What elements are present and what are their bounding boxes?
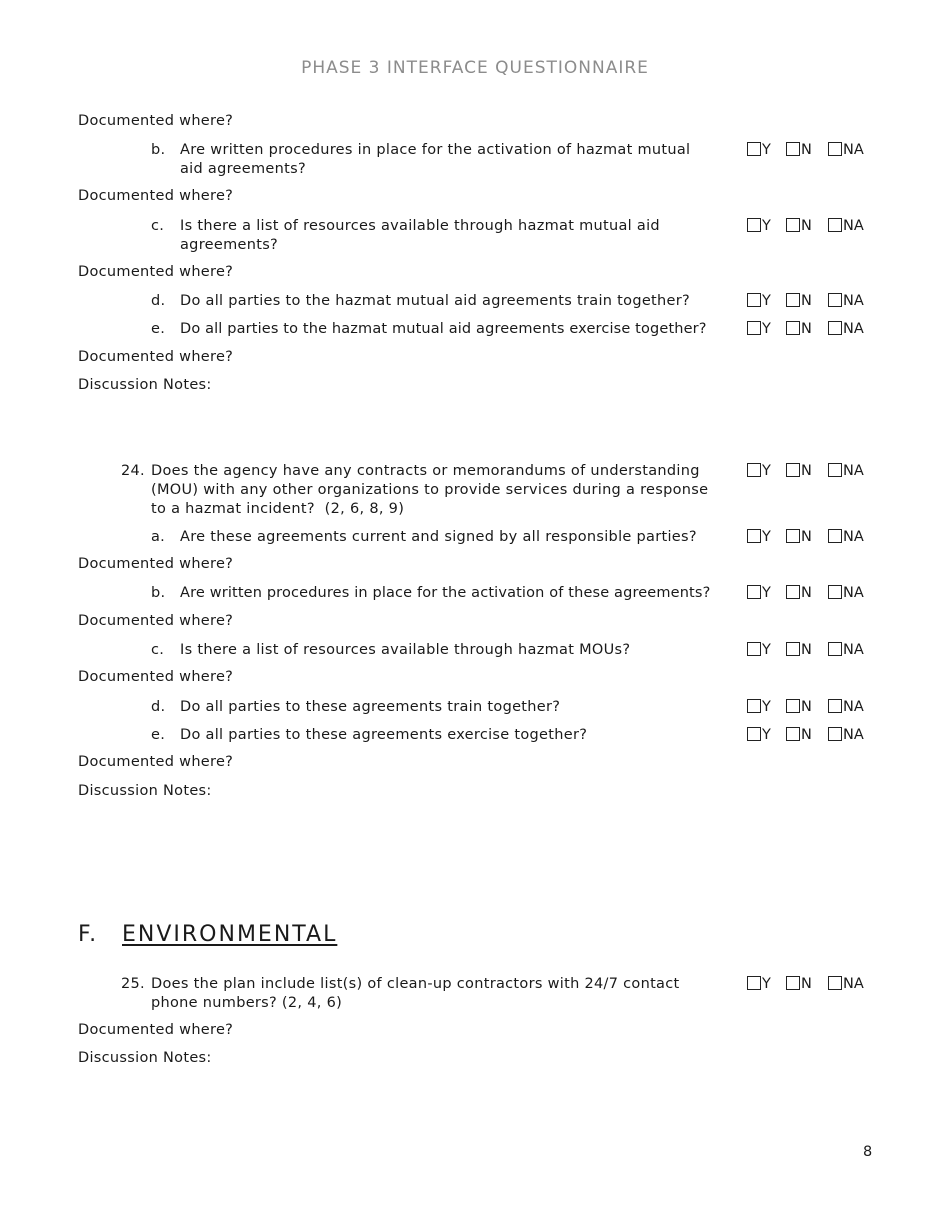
option-no[interactable]: N [786,292,812,310]
option-yes[interactable]: Y [747,584,771,602]
question-letter: c. [151,218,165,234]
option-no[interactable]: N [786,641,812,659]
documented-where-label: Documented where? [78,264,234,280]
option-yes[interactable]: Y [747,726,771,744]
question-text-line: aid agreements? [180,161,306,177]
question-25 [121,975,746,1015]
checkbox[interactable] [786,699,800,713]
question-23d [151,292,746,312]
question-23b [151,141,741,181]
option-na[interactable]: NA [828,698,864,716]
question-letter: e. [151,727,166,743]
question-number: 25. [121,976,145,992]
question-24a [151,528,746,548]
option-na[interactable]: NA [828,726,864,744]
documented-where-label: Documented where? [78,1022,234,1038]
checkbox[interactable] [828,463,842,477]
checkbox[interactable] [786,727,800,741]
option-na[interactable]: NA [828,528,864,546]
checkbox[interactable] [786,218,800,232]
checkbox[interactable] [747,727,761,741]
question-23e [151,320,746,340]
option-na[interactable]: NA [828,141,864,159]
option-no[interactable]: N [786,141,812,159]
question-text-line: Does the plan include list(s) of clean-up contractors with 24/7 contact [151,976,680,992]
documented-where-label: Documented where? [78,613,234,629]
checkbox[interactable] [786,976,800,990]
question-24c [151,641,746,661]
question-text-line: phone numbers? (2, 4, 6) [151,995,343,1011]
option-na[interactable]: NA [828,320,864,338]
question-text: Do all parties to the hazmat mutual aid agreements exercise together? [180,321,707,337]
checkbox[interactable] [786,529,800,543]
checkbox[interactable] [747,218,761,232]
page-header-title: PHASE 3 INTERFACE QUESTIONNAIRE [301,58,649,78]
checkbox[interactable] [828,218,842,232]
option-no[interactable]: N [786,975,812,993]
option-na[interactable]: NA [828,217,864,235]
checkbox[interactable] [747,976,761,990]
question-text-line: Does the agency have any contracts or memorandums of understanding [151,463,700,479]
option-no[interactable]: N [786,217,812,235]
checkbox[interactable] [747,699,761,713]
checkbox[interactable] [747,585,761,599]
option-no[interactable]: N [786,528,812,546]
documented-where-label: Documented where? [78,754,234,770]
option-no[interactable]: N [786,584,812,602]
question-text-line: to a hazmat incident? (2, 6, 8, 9) [151,501,405,517]
checkbox[interactable] [747,293,761,307]
question-text: Are these agreements current and signed by all responsible parties? [180,529,697,545]
checkbox[interactable] [747,321,761,335]
question-letter: b. [151,142,166,158]
option-na[interactable]: NA [828,975,864,993]
question-text: Are written procedures in place for the activation of these agreements? [180,585,711,601]
option-yes[interactable]: Y [747,320,771,338]
checkbox[interactable] [828,142,842,156]
question-text-line: Are written procedures in place for the activation of hazmat mutual [180,142,691,158]
question-text: Do all parties to these agreements exercise together? [180,727,588,743]
option-no[interactable]: N [786,320,812,338]
checkbox[interactable] [786,642,800,656]
option-yes[interactable]: Y [747,141,771,159]
option-na[interactable]: NA [828,292,864,310]
documented-where-label: Documented where? [78,669,234,685]
option-na[interactable]: NA [828,462,864,480]
discussion-notes-label: Discussion Notes: [78,1050,212,1066]
option-yes[interactable]: Y [747,292,771,310]
option-no[interactable]: N [786,698,812,716]
documented-where-label: Documented where? [78,113,234,129]
question-24b [151,584,746,604]
option-no[interactable]: N [786,462,812,480]
question-text-line: (MOU) with any other organizations to provide services during a response [151,482,709,498]
checkbox[interactable] [828,642,842,656]
question-number: 24. [121,463,145,479]
checkbox[interactable] [828,585,842,599]
option-yes[interactable]: Y [747,528,771,546]
question-text: Do all parties to these agreements train together? [180,699,561,715]
section-letter: F. [78,922,99,947]
option-yes[interactable]: Y [747,975,771,993]
checkbox[interactable] [786,585,800,599]
question-24e [151,726,746,746]
checkbox[interactable] [747,529,761,543]
documented-where-label: Documented where? [78,188,234,204]
documented-where-label: Documented where? [78,349,234,365]
question-text-line: Is there a list of resources available through hazmat mutual aid [180,218,660,234]
page-number: 8 [863,1144,873,1160]
option-yes[interactable]: Y [747,698,771,716]
question-text: Do all parties to the hazmat mutual aid agreements train together? [180,293,691,309]
discussion-notes-label: Discussion Notes: [78,783,212,799]
question-24 [121,462,746,522]
option-yes[interactable]: Y [747,641,771,659]
checkbox[interactable] [828,976,842,990]
section-title: ENVIRONMENTAL [122,922,338,947]
discussion-notes-label: Discussion Notes: [78,377,212,393]
documented-where-label: Documented where? [78,556,234,572]
option-na[interactable]: NA [828,584,864,602]
question-letter: b. [151,585,166,601]
option-yes[interactable]: Y [747,217,771,235]
question-letter: d. [151,699,166,715]
checkbox[interactable] [786,142,800,156]
option-no[interactable]: N [786,726,812,744]
question-letter: e. [151,321,166,337]
question-24d [151,698,746,718]
question-letter: d. [151,293,166,309]
checkbox[interactable] [828,699,842,713]
question-letter: a. [151,529,166,545]
option-yes[interactable]: Y [747,462,771,480]
checkbox[interactable] [786,321,800,335]
question-23c [151,217,741,257]
checkbox[interactable] [747,142,761,156]
checkbox[interactable] [828,529,842,543]
question-text: Is there a list of resources available through hazmat MOUs? [180,642,631,658]
checkbox[interactable] [786,293,800,307]
checkbox[interactable] [747,642,761,656]
question-letter: c. [151,642,165,658]
checkbox[interactable] [828,321,842,335]
checkbox[interactable] [747,463,761,477]
checkbox[interactable] [828,293,842,307]
checkbox[interactable] [828,727,842,741]
question-text-line: agreements? [180,237,279,253]
option-na[interactable]: NA [828,641,864,659]
checkbox[interactable] [786,463,800,477]
